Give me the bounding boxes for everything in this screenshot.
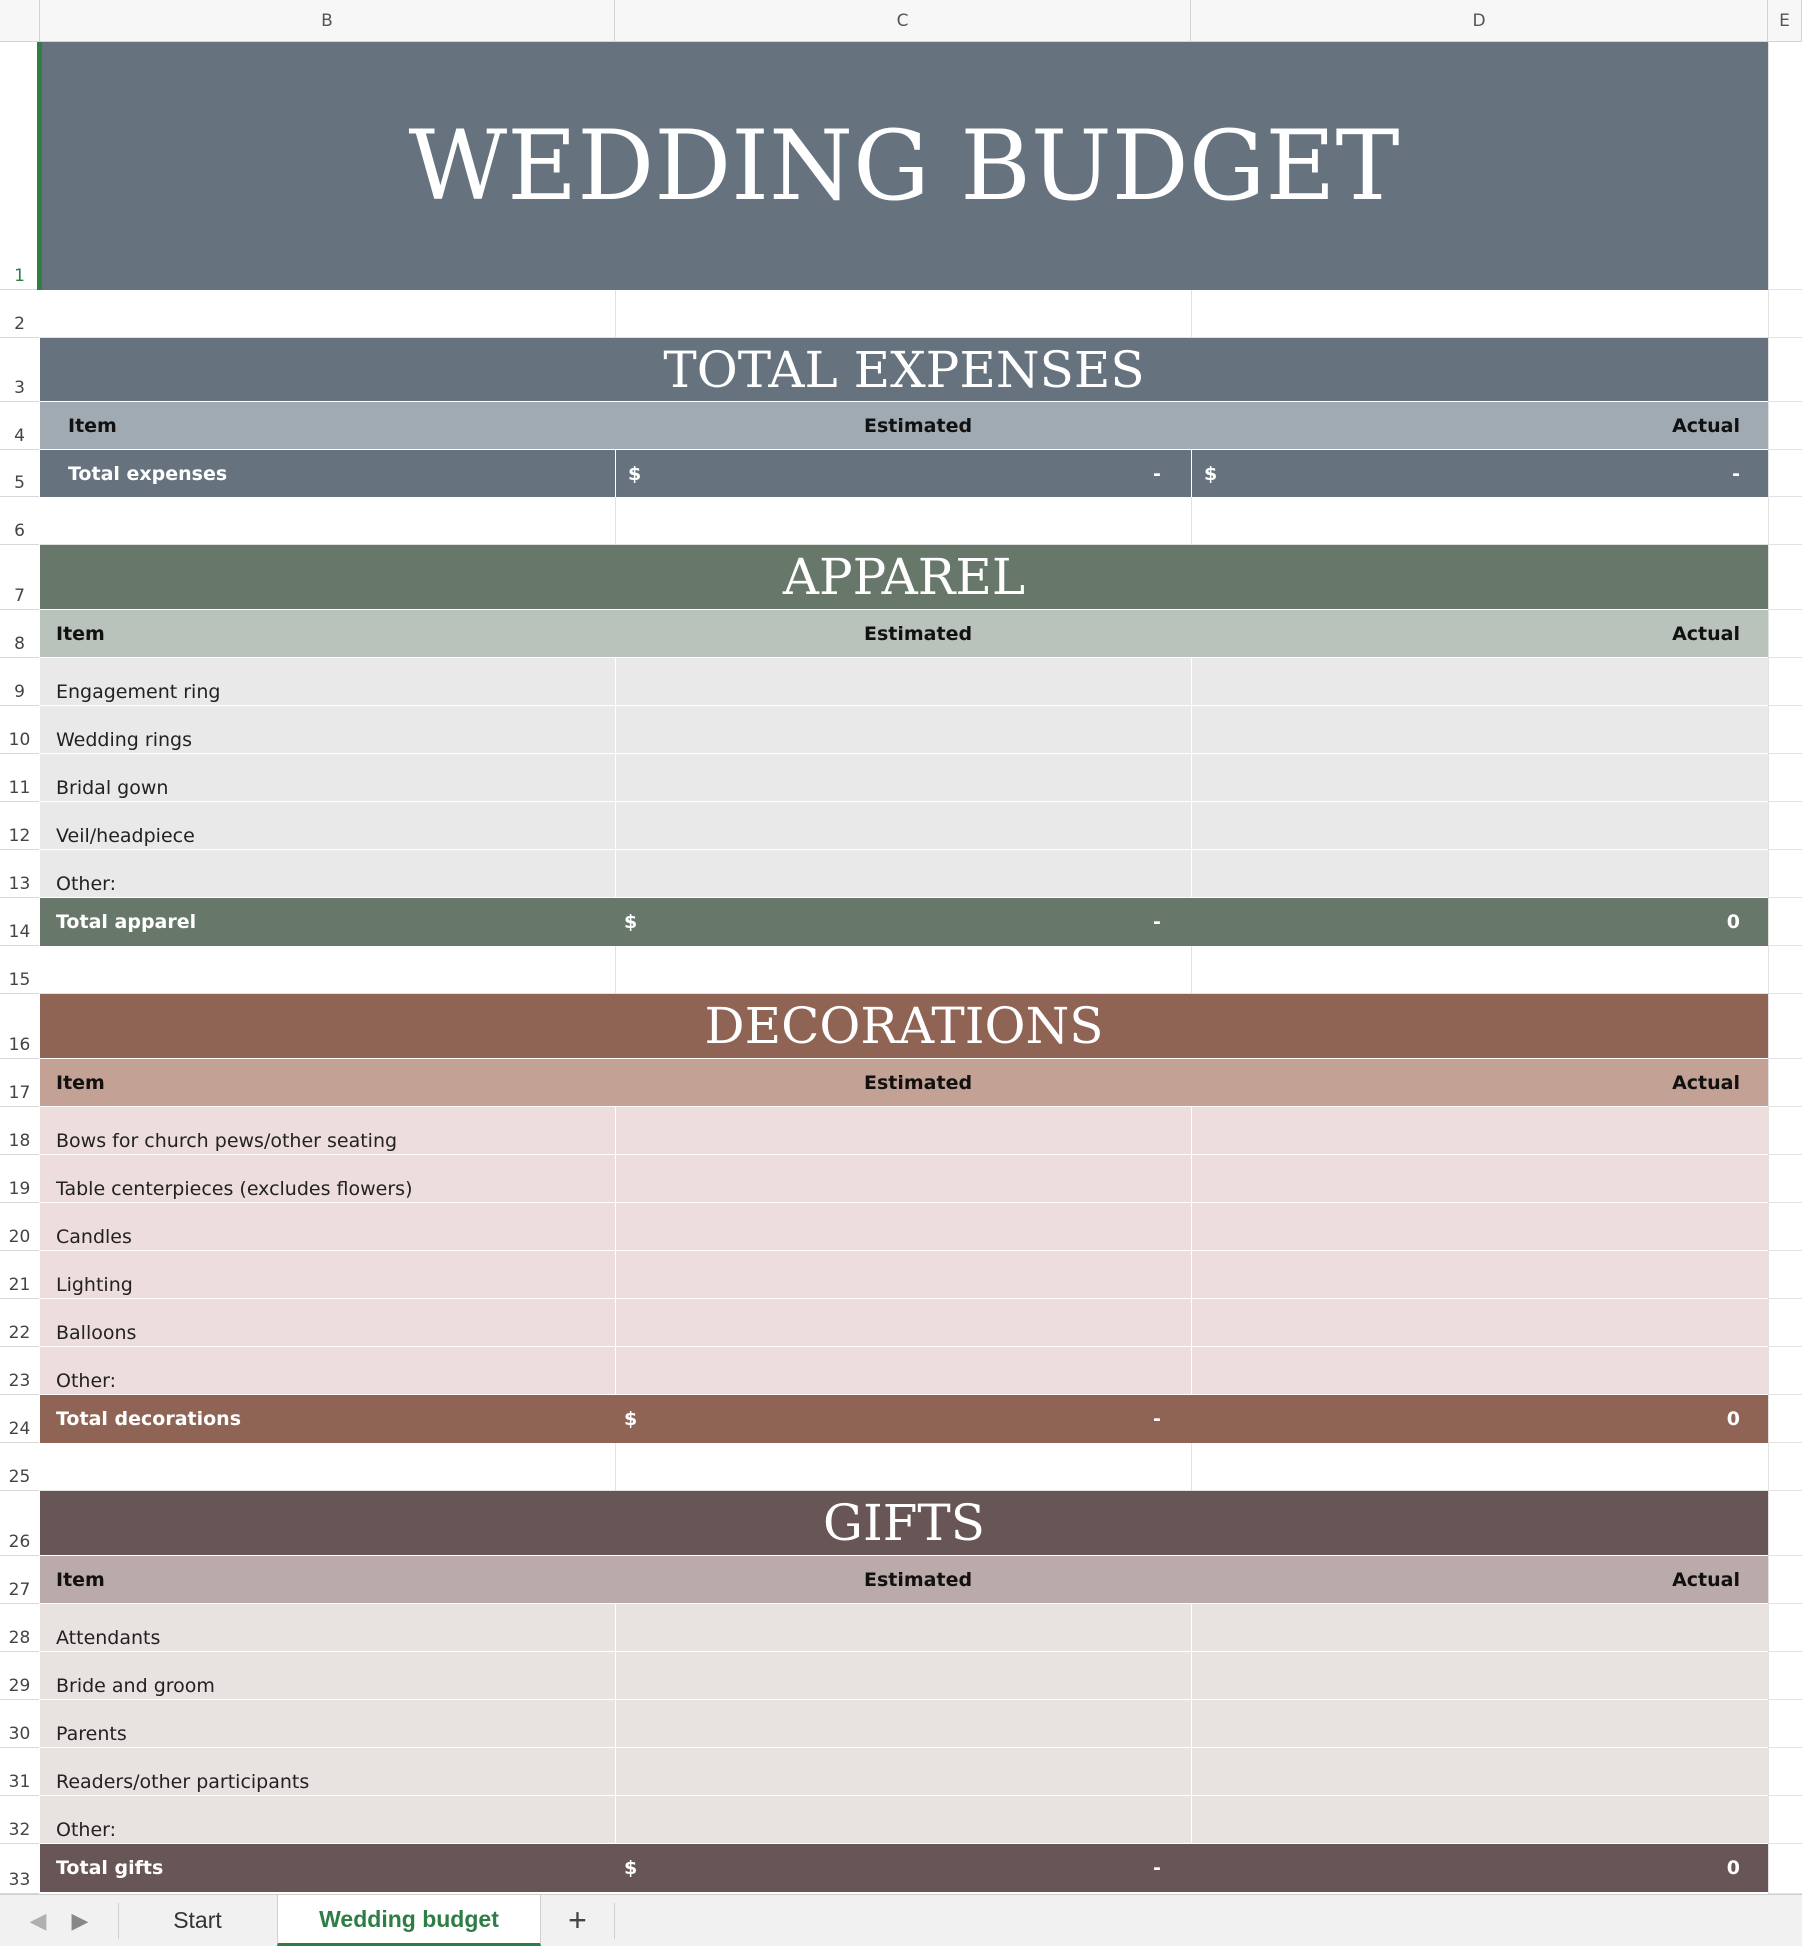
row-header[interactable]: 1 (0, 42, 39, 290)
item-label: Bows for church pews/other seating (56, 1130, 398, 1152)
item-label: Balloons (56, 1322, 137, 1344)
row-header[interactable]: 18 (0, 1107, 39, 1155)
row-header[interactable]: 33 (0, 1844, 39, 1894)
decorations-item-row[interactable] (40, 1347, 1768, 1395)
item-label: Candles (56, 1226, 132, 1248)
gifts-item-row[interactable] (40, 1604, 1768, 1652)
decorations-header-row[interactable] (40, 1059, 1768, 1107)
col-item-label: Item (68, 414, 117, 437)
blank-row[interactable] (40, 497, 1768, 545)
column-header-e[interactable]: E (1768, 0, 1802, 42)
cell-e[interactable] (1768, 1203, 1802, 1251)
row-header[interactable]: 28 (0, 1604, 39, 1652)
cell-divider (615, 1443, 616, 1490)
decorations-item-row[interactable] (40, 1251, 1768, 1299)
cell-divider (1191, 1203, 1192, 1250)
total-actual-value: 0 (1726, 1408, 1740, 1430)
row-header[interactable]: 5 (0, 450, 39, 497)
cell-e[interactable] (1768, 658, 1802, 706)
cell-e[interactable] (1768, 450, 1802, 497)
row-header[interactable]: 15 (0, 946, 39, 994)
col-item-label: Item (56, 622, 105, 645)
total-label: Total apparel (56, 911, 197, 933)
cell-divider (1191, 946, 1192, 993)
cell-e[interactable] (1768, 1347, 1802, 1395)
tab-wedding-budget[interactable]: Wedding budget (277, 1895, 541, 1946)
cell-divider (615, 1155, 616, 1202)
cell-e[interactable] (1768, 706, 1802, 754)
total-actual-value: 0 (1726, 911, 1740, 933)
row-header[interactable]: 11 (0, 754, 39, 802)
cell-e[interactable] (1768, 1299, 1802, 1347)
select-all-corner[interactable] (0, 0, 40, 42)
cell-e[interactable] (1768, 898, 1802, 946)
col-estimated-label: Estimated (864, 1071, 973, 1094)
cell-divider (615, 1107, 616, 1154)
total-expenses-heading[interactable]: TOTAL EXPENSES (40, 338, 1768, 402)
sheet-tab-bar (0, 1894, 1802, 1946)
cell-e[interactable] (1768, 1107, 1802, 1155)
cell-divider (1191, 1604, 1192, 1651)
item-label: Veil/headpiece (56, 825, 195, 847)
decorations-item-row[interactable] (40, 1107, 1768, 1155)
cell-divider (615, 1251, 616, 1298)
col-estimated-label: Estimated (864, 414, 973, 437)
cell-divider (615, 946, 616, 993)
cell-e[interactable] (1768, 946, 1802, 994)
cell-e[interactable] (1768, 754, 1802, 802)
total-currency: $ (624, 1408, 638, 1430)
cell-e[interactable] (1768, 402, 1802, 450)
cell-e[interactable] (1768, 1796, 1802, 1844)
apparel-total-row[interactable] (40, 898, 1768, 946)
cell-e[interactable] (1768, 610, 1802, 658)
row-header[interactable]: 29 (0, 1652, 39, 1700)
apparel-heading[interactable]: APPAREL (40, 545, 1768, 610)
cell-divider (1191, 802, 1192, 849)
item-label: Other: (56, 1819, 117, 1841)
item-label: Other: (56, 1370, 117, 1392)
cell-divider (1191, 1796, 1192, 1843)
row-header[interactable]: 31 (0, 1748, 39, 1796)
row-header[interactable]: 23 (0, 1347, 39, 1395)
cell-e[interactable] (1768, 290, 1802, 338)
cell-divider (1191, 1748, 1192, 1795)
cell-divider (1191, 658, 1192, 705)
item-label: Bride and groom (56, 1675, 215, 1697)
add-sheet-button[interactable]: + (568, 1902, 587, 1938)
total-estimated-value: - (1153, 1857, 1161, 1879)
item-label: Other: (56, 873, 117, 895)
cell-divider (1191, 1251, 1192, 1298)
wedding-budget-title[interactable]: WEDDING BUDGET (40, 42, 1768, 290)
cell-e[interactable] (1768, 1155, 1802, 1203)
cell-e[interactable] (1768, 497, 1802, 545)
total-expenses-row[interactable] (40, 450, 1768, 497)
col-item-label: Item (56, 1568, 105, 1591)
apparel-item-row[interactable] (40, 706, 1768, 754)
cell-e[interactable] (1768, 994, 1802, 1059)
cell-e[interactable] (1768, 1443, 1802, 1491)
blank-row[interactable] (40, 946, 1768, 994)
total-currency: $ (624, 911, 638, 933)
col-actual-label: Actual (1672, 622, 1740, 645)
gifts-item-row[interactable] (40, 1748, 1768, 1796)
cell-divider (615, 1299, 616, 1346)
decorations-item-row[interactable] (40, 1299, 1768, 1347)
cell-e[interactable] (1768, 1491, 1802, 1556)
item-label: Attendants (56, 1627, 161, 1649)
item-label: Parents (56, 1723, 127, 1745)
row-header[interactable]: 20 (0, 1203, 39, 1251)
row-header[interactable]: 25 (0, 1443, 39, 1491)
gifts-item-row[interactable] (40, 1796, 1768, 1844)
total-label: Total decorations (56, 1408, 241, 1430)
total-label: Total gifts (56, 1857, 164, 1879)
row-header[interactable]: 22 (0, 1299, 39, 1347)
decorations-item-row[interactable] (40, 1155, 1768, 1203)
cell-divider (1191, 1347, 1192, 1394)
cell-e[interactable] (1768, 42, 1802, 290)
actual-total-value: - (1732, 462, 1740, 485)
col-actual-label: Actual (1672, 1071, 1740, 1094)
col-actual-label: Actual (1672, 1568, 1740, 1591)
row-header[interactable]: 7 (0, 545, 39, 610)
row-header[interactable]: 10 (0, 706, 39, 754)
gifts-header-row[interactable] (40, 1556, 1768, 1604)
cell-divider (1191, 1155, 1192, 1202)
decorations-heading[interactable]: DECORATIONS (40, 994, 1768, 1059)
cell-divider (1191, 706, 1192, 753)
total-currency: $ (624, 1857, 638, 1879)
cell-e[interactable] (1768, 1844, 1802, 1894)
item-label: Readers/other participants (56, 1771, 310, 1793)
apparel-item-row[interactable] (40, 802, 1768, 850)
tab-start[interactable]: Start (173, 1907, 222, 1933)
cell-divider (615, 1203, 616, 1250)
row-header[interactable]: 26 (0, 1491, 39, 1556)
cell-e[interactable] (1768, 850, 1802, 898)
row-header[interactable]: 24 (0, 1395, 39, 1443)
cell-divider (1191, 1700, 1192, 1747)
cell-e[interactable] (1768, 802, 1802, 850)
cell-e[interactable] (1768, 545, 1802, 610)
selected-cell-indicator (37, 42, 42, 290)
row-header[interactable]: 12 (0, 802, 39, 850)
cell-divider (1191, 1107, 1192, 1154)
cell-divider (615, 658, 616, 705)
cell-e[interactable] (1768, 1059, 1802, 1107)
cell-e[interactable] (1768, 1748, 1802, 1796)
gifts-total-row[interactable] (40, 1844, 1768, 1892)
apparel-item-row[interactable] (40, 850, 1768, 898)
item-label: Bridal gown (56, 777, 169, 799)
actual-currency: $ (1204, 462, 1218, 485)
row-header[interactable]: 14 (0, 898, 39, 946)
row-header[interactable]: 8 (0, 610, 39, 658)
item-label: Engagement ring (56, 681, 221, 703)
row-header[interactable]: 4 (0, 402, 39, 450)
row-header[interactable]: 21 (0, 1251, 39, 1299)
cell-divider (1191, 850, 1192, 897)
cell-divider (615, 1652, 616, 1699)
apparel-item-row[interactable] (40, 658, 1768, 706)
blank-row[interactable] (40, 290, 1768, 338)
row-header[interactable]: 32 (0, 1796, 39, 1844)
cell-divider (615, 1347, 616, 1394)
estimated-currency: $ (628, 462, 642, 485)
row-header[interactable]: 19 (0, 1155, 39, 1203)
total-expenses-header-row[interactable] (40, 402, 1768, 450)
col-estimated-label: Estimated (864, 1568, 973, 1591)
cell-divider (615, 706, 616, 753)
gifts-item-row[interactable] (40, 1652, 1768, 1700)
cell-divider (615, 1700, 616, 1747)
cell-divider (1191, 1443, 1192, 1490)
item-label: Wedding rings (56, 729, 192, 751)
row-header[interactable]: 16 (0, 994, 39, 1059)
row-header[interactable]: 30 (0, 1700, 39, 1748)
cell-divider (1191, 1299, 1192, 1346)
cell-e[interactable] (1768, 1652, 1802, 1700)
row-header[interactable]: 9 (0, 658, 39, 706)
cell-divider (615, 1796, 616, 1843)
column-header-d[interactable]: D (1191, 0, 1768, 42)
apparel-item-row[interactable] (40, 754, 1768, 802)
row-header[interactable]: 6 (0, 497, 39, 545)
cell-divider (615, 1604, 616, 1651)
total-estimated-value: - (1153, 1408, 1161, 1430)
decorations-item-row[interactable] (40, 1203, 1768, 1251)
cell-e[interactable] (1768, 1700, 1802, 1748)
cell-e[interactable] (1768, 1556, 1802, 1604)
cell-e[interactable] (1768, 1251, 1802, 1299)
gifts-heading[interactable]: GIFTS (40, 1491, 1768, 1556)
row-header[interactable]: 17 (0, 1059, 39, 1107)
col-estimated-label: Estimated (864, 622, 973, 645)
row-header[interactable]: 3 (0, 338, 39, 402)
col-item-label: Item (56, 1071, 105, 1094)
cell-e[interactable] (1768, 338, 1802, 402)
row-header[interactable]: 2 (0, 290, 39, 338)
item-label: Lighting (56, 1274, 133, 1296)
cell-divider (615, 754, 616, 801)
total-estimated-value: - (1153, 911, 1161, 933)
row-header[interactable]: 13 (0, 850, 39, 898)
prev-sheet-arrow-icon[interactable]: ◀ (29, 1907, 47, 1933)
blank-row[interactable] (40, 1443, 1768, 1491)
cell-divider (1191, 1652, 1192, 1699)
gifts-item-row[interactable] (40, 1700, 1768, 1748)
column-header-c[interactable]: C (615, 0, 1191, 42)
estimated-total-value: - (1153, 462, 1161, 485)
next-sheet-arrow-icon[interactable]: ▶ (71, 1907, 89, 1933)
cell-e[interactable] (1768, 1395, 1802, 1443)
apparel-header-row[interactable] (40, 610, 1768, 658)
cell-e[interactable] (1768, 1604, 1802, 1652)
cell-divider (615, 1748, 616, 1795)
col-actual-label: Actual (1672, 414, 1740, 437)
total-actual-value: 0 (1726, 1857, 1740, 1879)
column-header-b[interactable]: B (40, 0, 615, 42)
row-header[interactable]: 27 (0, 1556, 39, 1604)
cell-divider (1191, 754, 1192, 801)
cell-divider (615, 802, 616, 849)
item-label: Table centerpieces (excludes flowers) (56, 1178, 413, 1200)
cell-divider (615, 850, 616, 897)
decorations-total-row[interactable] (40, 1395, 1768, 1443)
total-expenses-label: Total expenses (68, 462, 228, 485)
